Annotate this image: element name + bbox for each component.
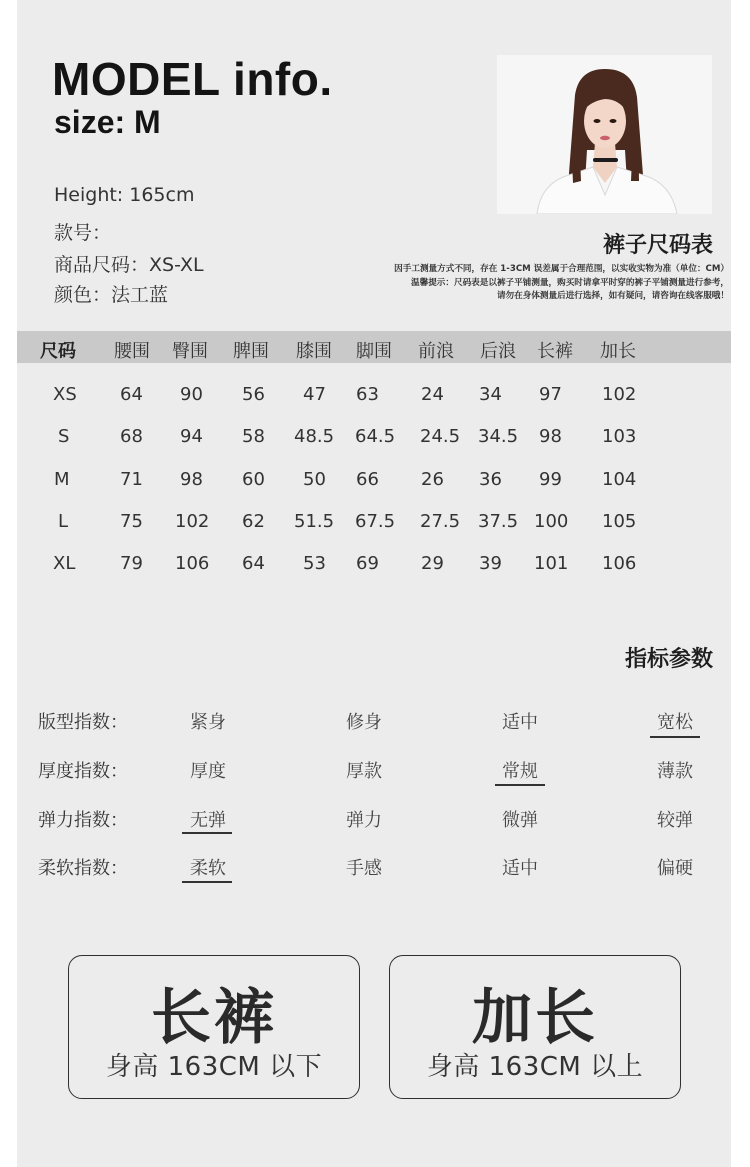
size-chart-note: 请勿在身体测量后进行选择，如有疑问，请咨询在线客服哦！ (496, 291, 729, 301)
table-cell: 68 (120, 426, 143, 447)
table-cell: 64 (120, 384, 143, 405)
selected-underline (495, 784, 545, 786)
table-cell: 48.5 (294, 426, 335, 447)
length-option-height: 身高 163CM 以上 (426, 1052, 644, 1082)
table-cell: 106 (602, 553, 637, 574)
table-cell: 26 (421, 469, 444, 490)
product-color: 颜色：法工蓝 (54, 284, 169, 306)
length-option-title: 长裤 (151, 983, 277, 1053)
header-hem: 脚围 (356, 341, 392, 362)
table-cell: 100 (534, 511, 569, 532)
table-cell: 64 (242, 553, 265, 574)
table-cell: 102 (602, 384, 637, 405)
index-option: 微弹 (502, 810, 538, 831)
table-cell: 104 (602, 469, 637, 490)
table-cell: 27.5 (420, 511, 461, 532)
header-front-rise: 前浪 (418, 341, 454, 362)
table-cell: 37.5 (478, 511, 519, 532)
table-cell: 53 (303, 553, 326, 574)
length-option-extended (389, 955, 681, 1099)
table-cell: 36 (479, 469, 502, 490)
index-option: 弹力 (346, 810, 382, 831)
table-cell: 79 (120, 553, 143, 574)
index-option: 紧身 (190, 712, 226, 733)
table-cell: 24 (421, 384, 444, 405)
table-cell: 71 (120, 469, 143, 490)
header-long-length: 长裤 (537, 341, 573, 362)
table-cell: 39 (479, 553, 502, 574)
table-cell: 101 (534, 553, 569, 574)
table-cell: 105 (602, 511, 637, 532)
index-option: 适中 (502, 858, 538, 879)
model-size: size: M (54, 104, 161, 140)
index-option-selected: 宽松 (657, 712, 693, 733)
index-label: 弹力指数： (38, 810, 128, 831)
index-option-selected: 常规 (502, 761, 538, 782)
size-range: 商品尺码：XS-XL (54, 254, 204, 276)
index-label: 柔软指数： (38, 858, 128, 879)
selected-underline (650, 736, 700, 738)
header-hip: 臀围 (172, 341, 208, 362)
table-cell: 75 (120, 511, 143, 532)
table-cell: 63 (356, 384, 379, 405)
cell-size: XS (53, 384, 77, 405)
index-label: 厚度指数： (38, 761, 128, 782)
size-chart-note: 因手工测量方式不同，存在 1-3CM 误差属于合理范围，以实收实物为准（单位：CM） (394, 264, 729, 274)
cell-size: S (58, 426, 70, 447)
style-number: 款号： (54, 222, 112, 244)
header-size: 尺码 (40, 341, 76, 362)
table-cell: 94 (180, 426, 203, 447)
table-cell: 67.5 (355, 511, 396, 532)
header-thigh: 脾围 (233, 341, 269, 362)
page-title: MODEL info. (52, 53, 333, 105)
header-extra-length: 加长 (600, 341, 636, 362)
length-option-height: 身高 163CM 以下 (105, 1052, 323, 1082)
header-waist: 腰围 (114, 341, 150, 362)
index-option: 偏硬 (657, 858, 693, 879)
cell-size: L (58, 511, 69, 532)
table-cell: 98 (539, 426, 562, 447)
size-chart-note: 温馨提示：尺码表是以裤子平铺测量，购买时请拿平时穿的裤子平铺测量进行参考， (411, 277, 729, 288)
table-cell: 97 (539, 384, 562, 405)
table-cell: 34 (479, 384, 502, 405)
table-cell: 58 (242, 426, 265, 447)
table-cell: 69 (356, 553, 379, 574)
index-label: 版型指数： (38, 712, 128, 733)
table-cell: 51.5 (294, 511, 335, 532)
cell-size: XL (53, 553, 76, 574)
cell-size: M (54, 469, 70, 490)
table-cell: 50 (303, 469, 326, 490)
table-cell: 90 (180, 384, 203, 405)
index-option: 厚款 (346, 761, 382, 782)
table-cell: 56 (242, 384, 265, 405)
table-cell: 29 (421, 553, 444, 574)
table-cell: 98 (180, 469, 203, 490)
table-cell: 60 (242, 469, 265, 490)
length-option-regular (68, 955, 360, 1099)
index-option: 修身 (346, 712, 382, 733)
table-cell: 66 (356, 469, 379, 490)
table-cell: 62 (242, 511, 265, 532)
indices-title: 指标参数 (624, 647, 713, 672)
table-cell: 64.5 (355, 426, 396, 447)
model-photo (497, 55, 712, 214)
table-cell: 47 (303, 384, 326, 405)
selected-underline (182, 881, 232, 883)
header-back-rise: 后浪 (480, 341, 516, 362)
selected-underline (182, 832, 232, 834)
size-chart-notes (309, 263, 729, 304)
table-cell: 34.5 (478, 426, 519, 447)
size-chart-title: 裤子尺码表 (602, 233, 713, 258)
index-option: 薄款 (657, 761, 693, 782)
table-cell: 103 (602, 426, 637, 447)
header-knee: 膝围 (296, 341, 332, 362)
index-option: 适中 (502, 712, 538, 733)
index-option-selected: 无弹 (190, 810, 226, 831)
index-option-selected: 柔软 (190, 858, 226, 879)
table-cell: 99 (539, 469, 562, 490)
index-option: 较弹 (657, 810, 693, 831)
table-cell: 102 (175, 511, 210, 532)
table-cell: 24.5 (420, 426, 461, 447)
index-option: 厚度 (190, 761, 226, 782)
model-height: Height: 165cm (54, 184, 195, 206)
index-option: 手感 (346, 858, 382, 879)
table-cell: 106 (175, 553, 210, 574)
length-option-title: 加长 (472, 983, 598, 1053)
